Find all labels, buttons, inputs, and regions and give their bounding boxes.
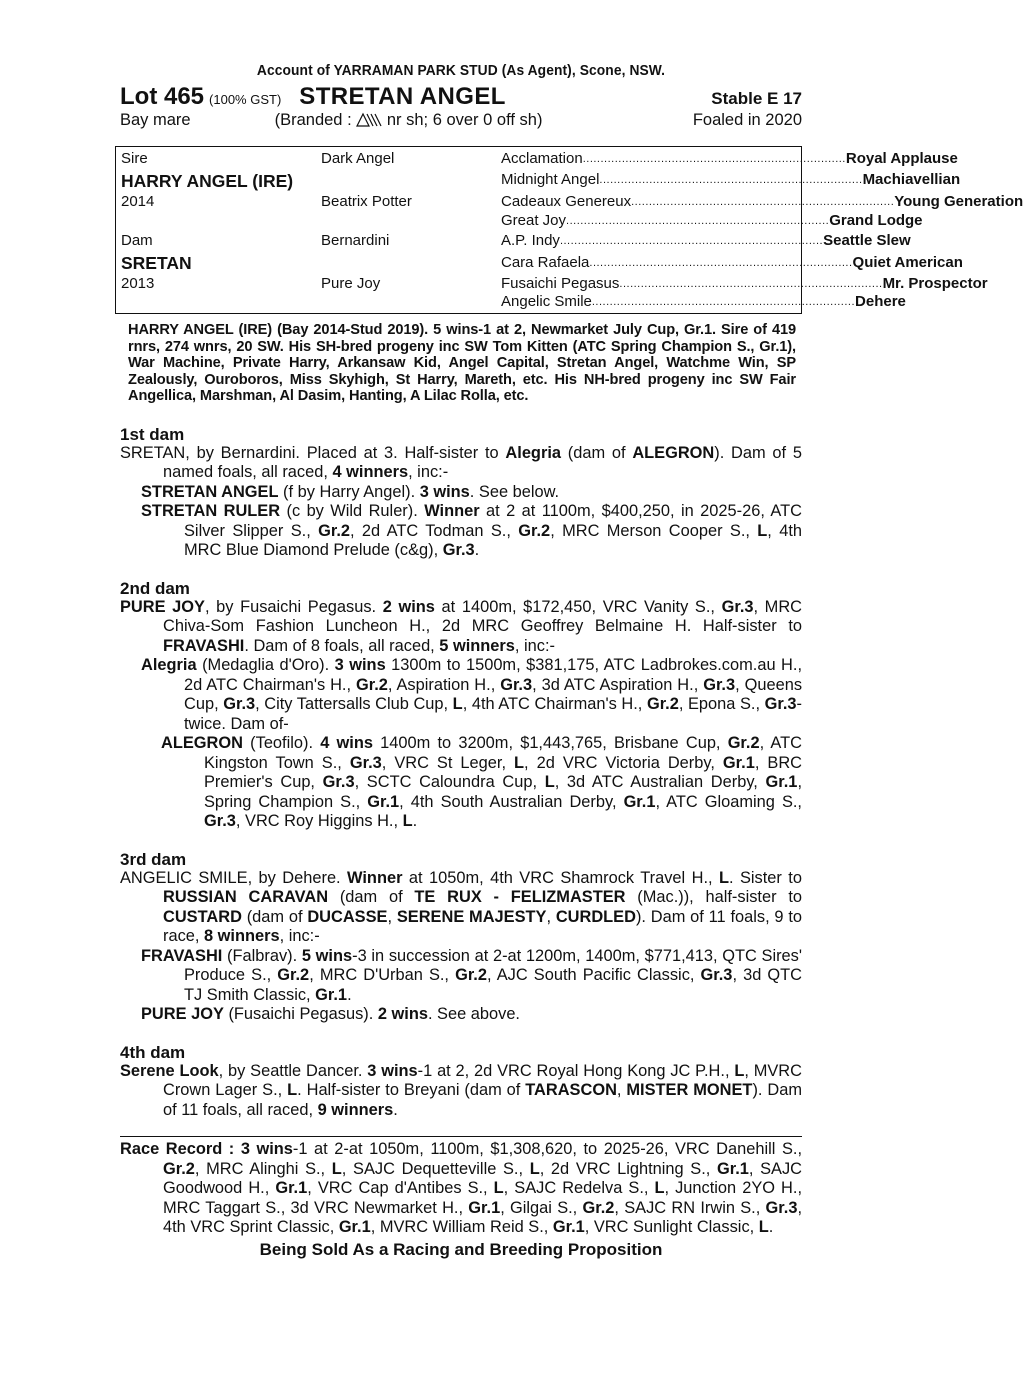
g3-left: Fusaichi Pegasus [501, 275, 620, 292]
text-run: Gr.2 [646, 695, 679, 713]
lot-number: Lot 465 [120, 83, 205, 110]
text-run: (Fusaichi Pegasus). [223, 1005, 378, 1023]
text-run: (Mac.)), half-sister to [625, 888, 802, 906]
text-run: L [514, 753, 525, 772]
dam-name: SRETAN [121, 253, 192, 273]
text-run: , MVRC William Reid S., [370, 1218, 553, 1236]
text-run: Gr.3 [703, 675, 736, 694]
text-run: Alegria [141, 656, 197, 674]
section-title: 4th dam [120, 1042, 186, 1062]
text-run: Gr.2 [582, 1198, 615, 1217]
text-run: L [757, 521, 768, 540]
text-run: , 3d ATC Australian Derby, [554, 773, 766, 791]
text-run: 3 wins [240, 1140, 293, 1158]
text-run: FRAVASHI [163, 636, 245, 655]
text-run: L [718, 868, 729, 887]
text-run: L [654, 1179, 665, 1197]
text-run: , SAJC Redelva S., [503, 1179, 655, 1197]
text-run: ). Dam of 11 foals, 9 to race, [163, 907, 803, 945]
third-dam-text [120, 869, 802, 947]
text-run: -1 at 2-at 1050m, 1100m, $1,308,620, to 2025-26, VRC Danehill S., [292, 1140, 802, 1158]
text-run: Winner [347, 868, 403, 887]
text-run: ). Dam of 11 foals, all raced, [163, 1081, 802, 1119]
dam-dam: Pure Joy [321, 275, 381, 292]
gst-note: (100% GST) [209, 92, 282, 107]
text-run: , [387, 907, 397, 926]
sale-note: Being Sold As a Racing and Breeding Proposition [259, 1239, 663, 1259]
progeny-entry [120, 483, 802, 503]
g3-right: Seattle Slew [823, 232, 911, 249]
text-run: , 3d QTC TJ Smith Classic, [184, 966, 802, 1004]
text-run: SERENE MAJESTY [396, 907, 547, 926]
text-run: , ATC Kingston Town S., [204, 734, 802, 772]
text-run: at 1050m, 4th VRC Shamrock Travel H., [402, 868, 719, 887]
text-run: , Junction 2YO H., MRC Taggart S., 3d VRC Newmarket H., [163, 1179, 803, 1217]
text-run: (Teofilo). [242, 734, 321, 752]
text-run: L [529, 1159, 540, 1178]
text-run: , Epona S., [678, 695, 765, 713]
leader-dots: .......................................................................... [591, 296, 856, 308]
text-run: (Falbrav). [222, 946, 302, 965]
text-run: . Sister to [729, 868, 802, 887]
text-run: L [493, 1179, 504, 1197]
stable-location: Stable E 17 [711, 89, 802, 108]
section-title: 3rd dam [120, 849, 187, 869]
text-run: Gr.1 [765, 773, 798, 791]
race-record-text [120, 1140, 802, 1238]
brand-prefix: (Branded : [274, 111, 352, 129]
text-run: , by Seattle Dancer. [218, 1061, 368, 1080]
text-run: , SAJC RN Irwin S., [614, 1198, 766, 1217]
g3-right: Quiet American [852, 254, 963, 271]
text-run: , MRC Chiva-Som Fashion Luncheon H., 2d MRC Geoffrey Belmaine H. Half-sister to [163, 597, 803, 635]
text-run: 9 winners [317, 1100, 394, 1119]
g3-left: Midnight Angel [501, 171, 600, 188]
text-run: Gr.2 [518, 521, 551, 540]
text-run: , MRC Alinghi S., [194, 1159, 332, 1178]
second-dam-section [120, 579, 802, 832]
brand-suffix: nr sh; 6 over 0 off sh) [386, 111, 543, 129]
text-run: . [768, 1218, 774, 1236]
dam-year: 2013 [121, 275, 155, 292]
catalogue-page [120, 62, 1023, 1260]
text-run: , AJC South Pacific Classic, [486, 966, 701, 984]
sire-name: HARRY ANGEL (IRE) [121, 171, 294, 191]
text-run: L [544, 773, 555, 791]
text-run: CUSTARD [163, 907, 242, 926]
text-run: L [331, 1159, 342, 1178]
g3-left: Cadeaux Genereux [501, 193, 632, 210]
text-run: , 4th South Australian Derby, [399, 792, 624, 811]
text-run: 8 winners [204, 927, 280, 945]
text-run: Gr.2 [163, 1159, 195, 1178]
text-run: , [546, 907, 556, 926]
sire-sire: Dark Angel [321, 150, 395, 167]
grandparent-row [501, 275, 988, 293]
text-run: ALEGRON [161, 734, 243, 752]
text-run: Serene Look [120, 1061, 219, 1080]
grandparent-row [501, 171, 961, 189]
text-run: ALEGRON [632, 443, 715, 462]
text-run: L [734, 1061, 745, 1080]
text-run: Gr.3 [204, 812, 236, 830]
first-dam-text [120, 444, 802, 483]
second-dam-text [120, 598, 802, 657]
text-run: . See below. [469, 482, 560, 501]
text-run: Gr.2 [455, 966, 487, 984]
text-run: -twice. Dam of- [184, 695, 802, 733]
sire-label: Sire [121, 150, 148, 167]
text-run: at 1400m, $172,450, VRC Vanity S., [434, 597, 722, 616]
horse-description: Bay mare [120, 111, 191, 129]
text-run: , 2d ATC Todman S., [350, 521, 519, 540]
text-run: TE RUX - FELIZMASTER [414, 888, 626, 906]
text-run: Gr.3 [223, 695, 256, 713]
text-run: , inc:- [408, 463, 449, 481]
g3-right: Dehere [855, 293, 906, 310]
lot-header [120, 83, 802, 109]
text-run: Winner [424, 502, 480, 520]
text-run: , Queens Cup, [184, 675, 803, 713]
pedigree-table [115, 146, 1023, 314]
g3-left: Angelic Smile [501, 293, 592, 310]
section-title: 1st dam [120, 424, 185, 444]
text-run: Gr.3 [349, 753, 382, 772]
text-run: , ATC Gloaming S., [655, 792, 802, 811]
text-run: Gr.3 [700, 966, 733, 984]
text-run: , by Fusaichi Pegasus. [204, 597, 383, 616]
text-run: Gr.2 [355, 675, 388, 694]
text-run: . See above. [427, 1005, 520, 1023]
text-run: , [616, 1081, 627, 1099]
grandparent-row [501, 232, 911, 250]
grandparent-row [501, 254, 963, 272]
g3-right: Royal Applause [845, 150, 958, 167]
text-run: DUCASSE [307, 907, 388, 926]
text-run: FRAVASHI [141, 946, 223, 965]
progeny-entry [120, 947, 802, 1006]
progeny-entry [120, 656, 802, 734]
brand-info [275, 111, 543, 133]
text-run: . [347, 985, 352, 1004]
text-run: Gr.3 [765, 1198, 798, 1217]
fourth-dam-text [120, 1062, 802, 1121]
text-run: Gr.1 [468, 1198, 501, 1217]
text-run: Gr.1 [338, 1218, 371, 1236]
first-dam-section [120, 425, 802, 561]
text-run: 3 wins [419, 482, 470, 501]
brand-mark-icon [356, 111, 382, 127]
text-run: TARASCON [525, 1081, 617, 1099]
third-dam-section [120, 850, 802, 1025]
leader-dots: .......................................................................... [631, 196, 895, 208]
text-run: CURDLED [555, 907, 636, 926]
text-run: (Medaglia d'Oro). [196, 656, 335, 674]
text-run: Gr.1 [623, 792, 656, 811]
text-run: . [474, 541, 480, 559]
grandparent-row [501, 193, 1023, 211]
text-run: , MRC Merson Cooper S., [550, 521, 758, 540]
grandparent-row [501, 150, 958, 168]
text-run: 3 wins [334, 656, 386, 674]
text-run: , 3d ATC Aspiration H., [532, 675, 704, 694]
text-run: . [393, 1100, 398, 1119]
text-run: 1300m to 1500m, $381,175, ATC Ladbrokes.com.au H., 2d ATC Chairman's H., [184, 656, 803, 694]
text-run: Gr.3 [764, 695, 797, 713]
text-run: , 2d VRC Victoria Derby, [524, 753, 723, 772]
text-run: , Aspiration H., [387, 675, 501, 694]
dam-sire: Bernardini [321, 232, 390, 249]
sire-summary: HARRY ANGEL (IRE) (Bay 2014-Stud 2019). 5 wins-1 at 2, Newmarket July Cup, Gr.1. Sire of 419 rnrs, 274 wnrs, 20 SW. His SH-bred progeny inc SW Tom Kitten (ATC Spring Champion S., Gr.1), War Machine, Private Harry, Arkansaw Kid, Angel Capital, Stretan Angel, Watchme Win, SP Zealously, Ouroboros, Miss Skyhigh, St Harry, Mareth, etc. His NH-bred progeny inc SW Fair Angellica, Marshman, Al Dasim, Hanting, A Lilac Rolla, etc. [128, 322, 796, 404]
text-run: Gr.2 [277, 966, 310, 984]
sire-year: 2014 [121, 193, 155, 210]
text-run: (dam of [561, 443, 633, 462]
leader-dots: .......................................................................... [559, 235, 824, 247]
text-run: (f by Harry Angel). [278, 482, 420, 501]
text-run: , inc:- [279, 927, 320, 945]
race-record-section [120, 1136, 802, 1260]
text-run: Race Record : [120, 1140, 241, 1158]
text-run: Gr.3 [721, 597, 754, 616]
progeny-entry [120, 734, 802, 832]
text-run: , MRC D'Urban S., [309, 966, 456, 984]
text-run: , 2d VRC Lightning S., [539, 1159, 717, 1178]
text-run: , VRC Roy Higgins H., [235, 812, 403, 830]
progeny-entry [120, 1005, 802, 1025]
g3-left: Great Joy [501, 212, 567, 229]
text-run: PURE JOY [120, 597, 205, 616]
text-run: , SAJC Dequetteville S., [341, 1159, 530, 1178]
text-run: , VRC Sunlight Classic, [584, 1218, 759, 1236]
text-run: Gr.1 [722, 753, 755, 772]
g3-right: Machiavellian [862, 171, 961, 188]
text-run: 1400m to 3200m, $1,443,765, Brisbane Cup, [372, 734, 728, 752]
text-run: ANGELIC SMILE, by Dehere. [120, 868, 348, 887]
text-run: , VRC St Leger, [381, 753, 515, 772]
text-run: Gr.1 [367, 792, 400, 811]
text-run: 4 winners [332, 463, 409, 481]
text-run: 2 wins [382, 597, 435, 616]
text-run: 4 wins [320, 734, 373, 752]
leader-dots: .......................................................................... [599, 174, 863, 186]
fourth-dam-section [120, 1043, 802, 1121]
text-run: L [758, 1218, 769, 1236]
g3-left: Cara Rafaela [501, 254, 590, 271]
text-run: Alegria [505, 443, 561, 462]
text-run: RUSSIAN CARAVAN [163, 888, 329, 906]
text-run: Gr.3 [500, 675, 533, 694]
text-run: at 2 at 1100m, $400,250, in 2025-26, ATC Silver Slipper S., [184, 502, 802, 540]
text-run: Gr.2 [318, 521, 351, 540]
text-run: 5 winners [439, 636, 515, 655]
text-run: , Gilgai S., [500, 1198, 583, 1217]
text-run: , 4th VRC Sprint Classic, [163, 1198, 803, 1236]
progeny-entry [120, 502, 802, 561]
text-run: Gr.3 [442, 541, 475, 559]
text-run: 5 wins [301, 946, 353, 965]
dam-label: Dam [121, 232, 153, 249]
text-run: . Half-sister to Breyani (dam of [297, 1081, 526, 1099]
text-run: . Dam of 8 foals, all raced, [244, 636, 440, 655]
g3-right: Young Generation [894, 193, 1023, 210]
vendor-account: Account of YARRAMAN PARK STUD (As Agent), Scone, NSW. [256, 62, 666, 79]
text-run: L [452, 695, 463, 713]
text-run: Gr.2 [727, 734, 760, 752]
text-run: ). Dam of 5 named foals, all raced, [163, 443, 802, 481]
g3-right: Mr. Prospector [882, 275, 988, 292]
grandparent-row [501, 212, 923, 230]
text-run: , BRC Premier's Cup, [204, 753, 803, 791]
text-run: (c by Wild Ruler). [280, 502, 425, 520]
text-run: 3 wins [367, 1061, 418, 1080]
text-run: , 4th MRC Blue Diamond Prelude (c&g), [184, 521, 802, 559]
text-run: SRETAN, by Bernardini. Placed at 3. Half-sister to [120, 443, 506, 462]
text-run: Gr.3 [322, 773, 355, 791]
horse-name: STRETAN ANGEL [299, 83, 506, 110]
text-run: , Spring Champion S., [204, 773, 802, 811]
text-run: , MVRC Crown Lager S., [163, 1061, 802, 1099]
leader-dots: .......................................................................... [566, 215, 830, 227]
text-run: 2 wins [377, 1005, 428, 1023]
text-run: STRETAN RULER [141, 502, 281, 520]
leader-dots: .......................................................................... [589, 257, 853, 269]
leader-dots: .......................................................................... [619, 278, 883, 290]
text-run: , inc:- [514, 636, 555, 655]
text-run: , City Tattersalls Club Cup, [255, 695, 453, 713]
text-run: L [402, 812, 413, 830]
text-run: , SCTC Caloundra Cup, [354, 773, 545, 791]
text-run: Gr.1 [717, 1159, 749, 1178]
text-run: -3 in succession at 2-at 1200m, 1400m, $771,413, QTC Sires' Produce S., [184, 946, 803, 984]
g3-right: Grand Lodge [829, 212, 923, 229]
text-run: , SAJC Goodwood H., [163, 1159, 803, 1197]
text-run: , VRC Cap d'Antibes S., [307, 1179, 494, 1197]
text-run: Gr.1 [552, 1218, 585, 1236]
text-run: (dam of [241, 907, 308, 926]
leader-dots: .......................................................................... [582, 153, 846, 165]
section-title: 2nd dam [120, 578, 190, 598]
text-run: (dam of [328, 888, 415, 906]
grandparent-row [501, 293, 906, 311]
text-run: Gr.1 [275, 1179, 308, 1197]
g3-left: A.P. Indy [501, 232, 560, 249]
foaled-year: Foaled in 2020 [692, 111, 802, 129]
text-run: STRETAN ANGEL [141, 482, 279, 501]
horse-details [120, 111, 802, 133]
text-run: Gr.1 [315, 985, 348, 1004]
text-run: , 4th ATC Chairman's H., [462, 695, 647, 713]
g3-left: Acclamation [501, 150, 583, 167]
text-run: -1 at 2, 2d VRC Royal Hong Kong JC P.H., [417, 1061, 735, 1080]
text-run: L [287, 1081, 298, 1099]
text-run: PURE JOY [141, 1005, 224, 1023]
text-run: MISTER MONET [626, 1081, 753, 1099]
text-run: . [412, 812, 418, 830]
sire-dam: Beatrix Potter [321, 193, 412, 210]
